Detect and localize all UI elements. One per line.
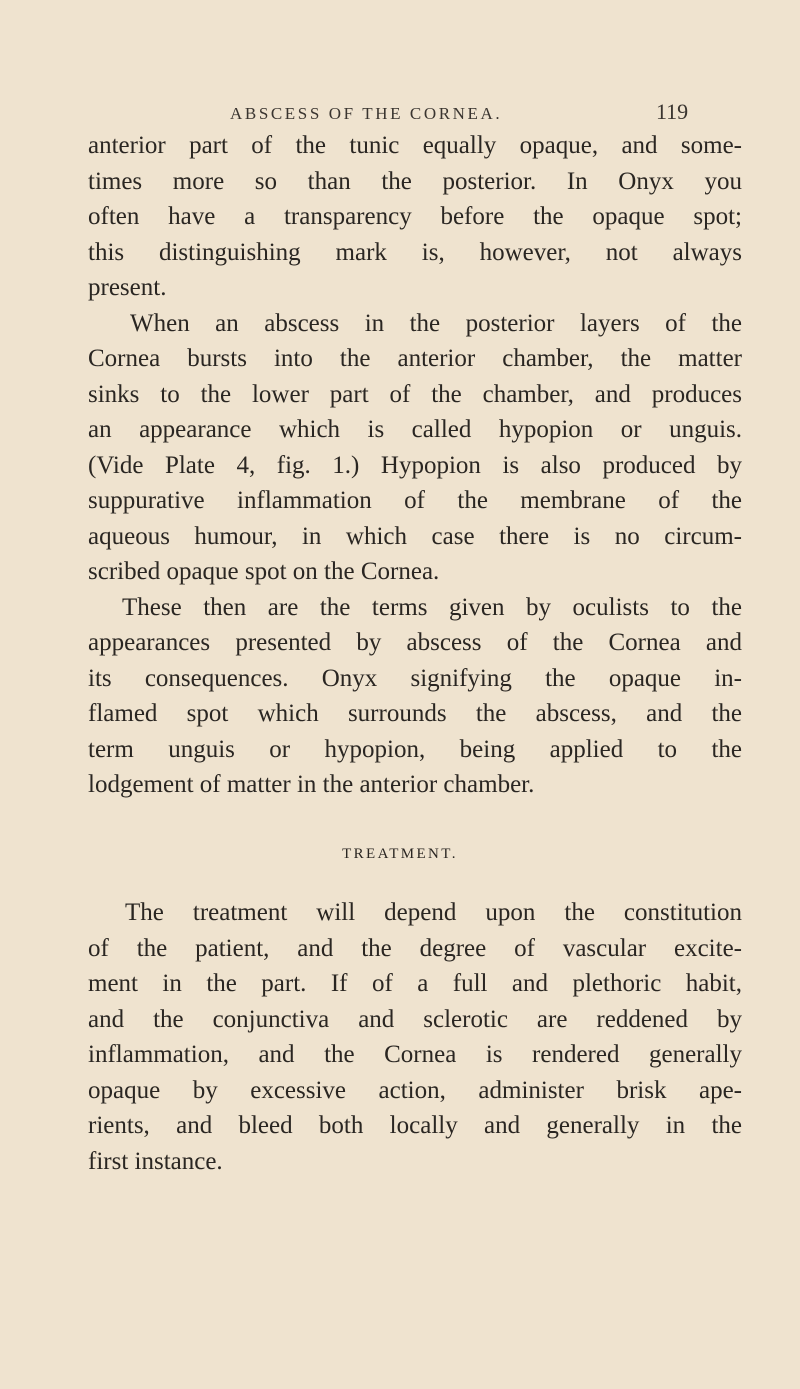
treatment-line-2: of the patient, and the degree of vascular excite-: [88, 935, 742, 962]
body-line-6: When an abscess in the posterior layers of the: [130, 310, 742, 337]
body-line-9: an appearance which is called hypopion or unguis.: [88, 416, 742, 443]
treatment-line-1: The treatment will depend upon the constitution: [125, 899, 742, 926]
body-line-10: (Vide Plate 4, fig. 1.) Hypopion is also produced by: [88, 452, 742, 479]
body-line-11: suppurative inflammation of the membrane of the: [88, 487, 742, 514]
body-line-12: aqueous humour, in which case there is no circum-: [88, 523, 742, 550]
body-line-7: Cornea bursts into the anterior chamber, the matter: [88, 345, 742, 372]
treatment-line-7: rients, and bleed both locally and generally in the: [88, 1112, 742, 1139]
body-line-17: flamed spot which surrounds the abscess, and the: [88, 700, 742, 727]
body-line-18: term unguis or hypopion, being applied to the: [88, 736, 742, 763]
body-line-2: times more so than the posterior. In Onyx you: [88, 168, 742, 195]
page-number: 119: [656, 99, 689, 124]
body-line-19: lodgement of matter in the anterior chamber.: [88, 771, 535, 798]
body-line-8: sinks to the lower part of the chamber, and produces: [88, 381, 742, 408]
treatment-line-6: opaque by excessive action, administer brisk ape-: [88, 1077, 742, 1104]
treatment-line-8: first instance.: [88, 1148, 223, 1175]
body-line-4: this distinguishing mark is, however, not always: [88, 239, 742, 266]
treatment-line-4: and the conjunctiva and sclerotic are reddened by: [88, 1006, 742, 1033]
treatment-line-5: inflammation, and the Cornea is rendered generally: [88, 1041, 742, 1068]
body-line-15: appearances presented by abscess of the Cornea and: [88, 629, 742, 656]
running-title: ABSCESS OF THE CORNEA.: [230, 104, 503, 123]
body-line-1: anterior part of the tunic equally opaque, and some-: [88, 132, 742, 159]
body-line-3: often have a transparency before the opaque spot;: [88, 203, 742, 230]
body-line-14: These then are the terms given by oculists to the: [122, 594, 742, 621]
body-line-16: its consequences. Onyx signifying the opaque in-: [88, 665, 742, 692]
body-line-5: present.: [88, 274, 167, 301]
treatment-line-3: ment in the part. If of a full and plethoric habit,: [88, 970, 742, 997]
section-heading-treatment: TREATMENT.: [342, 846, 458, 862]
body-line-13: scribed opaque spot on the Cornea.: [88, 558, 440, 585]
